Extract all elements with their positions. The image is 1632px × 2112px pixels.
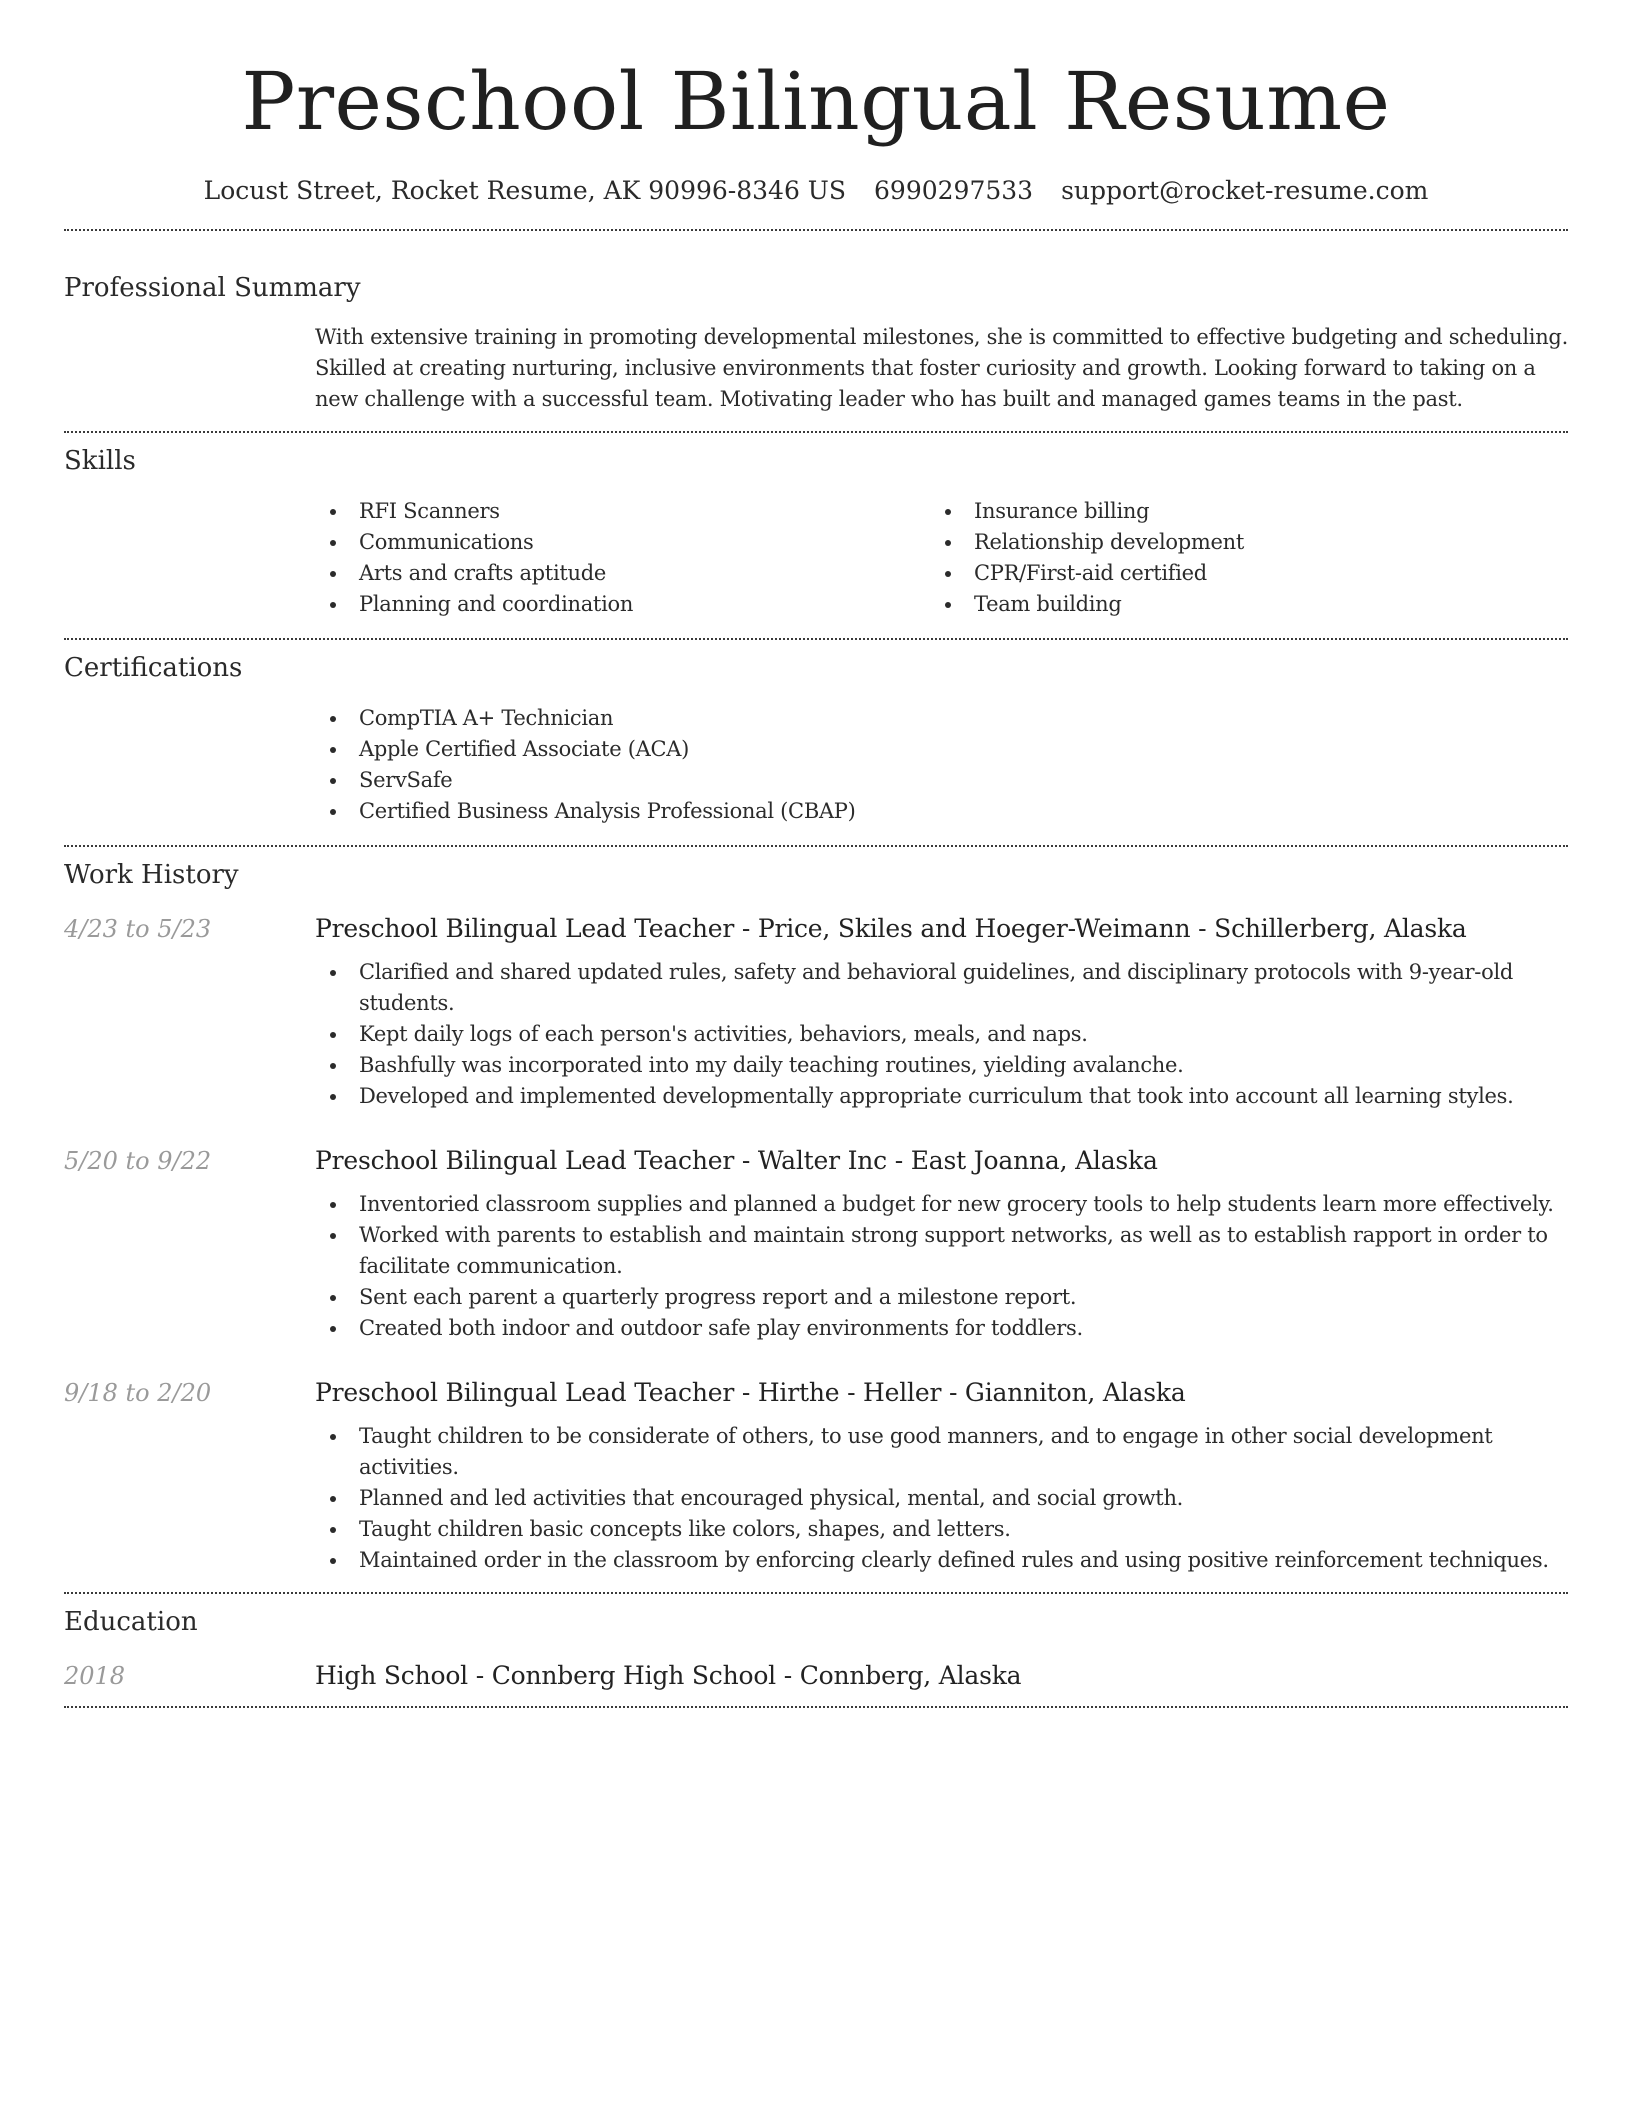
job-bullet: Planned and led activities that encouraged physical, mental, and social growth. <box>315 1483 1568 1514</box>
certifications-list <box>315 703 1568 827</box>
job-bullet: Worked with parents to establish and maintain strong support networks, as well as to establish rapport in order to facilitate communication. <box>315 1220 1568 1282</box>
job-bullet: Inventoried classroom supplies and planned a budget for new grocery tools to help students learn more effectively. <box>315 1189 1568 1220</box>
education-title: High School - Connberg High School - Connberg, Alaska <box>315 1661 1022 1690</box>
summary-text: With extensive training in promoting developmental milestones, she is committed to effective budgeting and scheduling. Skilled at creating nurturing, inclusive environments that foster curiosity and growth. Looking forward to taking on a new challenge with a successful team. Motivating leader who has built and managed games teams in the past. <box>315 325 1568 411</box>
contact-address: Locust Street, Rocket Resume, AK 90996-8346 US <box>203 176 847 205</box>
resume-page <box>64 0 1568 1708</box>
job-title: Preschool Bilingual Lead Teacher - Price, Skiles and Hoeger-Weimann - Schillerberg, Alaska <box>315 914 1467 943</box>
job-bullet: Taught children to be considerate of others, to use good manners, and to engage in other social development activities. <box>315 1421 1568 1483</box>
job-entry <box>64 914 1568 1112</box>
skills-list-right <box>930 496 1545 620</box>
job-bullets <box>315 1421 1568 1576</box>
job-title: Preschool Bilingual Lead Teacher - Hirthe - Heller - Gianniton, Alaska <box>315 1378 1186 1407</box>
section-title-education: Education <box>64 1607 198 1637</box>
education-year: 2018 <box>64 1662 126 1690</box>
skills-list-left <box>315 496 930 620</box>
skill-item: Team building <box>930 589 1545 620</box>
skill-item: Communications <box>315 527 930 558</box>
job-dates: 9/18 to 2/20 <box>64 1379 212 1407</box>
section-title-work-history: Work History <box>64 860 239 890</box>
section-title-summary: Professional Summary <box>64 273 361 303</box>
resume-title: Preschool Bilingual Resume <box>241 55 1391 148</box>
job-entry <box>64 1146 1568 1344</box>
divider <box>64 1706 1568 1708</box>
job-bullets <box>315 957 1568 1112</box>
certification-item: Certified Business Analysis Professional (CBAP) <box>315 796 1568 827</box>
divider <box>64 229 1568 231</box>
skill-item: RFI Scanners <box>315 496 930 527</box>
skill-item: Planning and coordination <box>315 589 930 620</box>
contact-phone: 6990297533 <box>874 176 1034 205</box>
divider <box>64 1592 1568 1594</box>
certification-item: Apple Certified Associate (ACA) <box>315 734 1568 765</box>
job-bullet: Kept daily logs of each person's activities, behaviors, meals, and naps. <box>315 1019 1568 1050</box>
job-bullet: Maintained order in the classroom by enforcing clearly defined rules and using positive reinforcement techniques. <box>315 1545 1568 1576</box>
skill-item: Insurance billing <box>930 496 1545 527</box>
contact-email[interactable]: support@rocket-resume.com <box>1061 176 1429 205</box>
divider <box>64 431 1568 433</box>
divider <box>64 845 1568 847</box>
job-bullet: Bashfully was incorporated into my daily teaching routines, yielding avalanche. <box>315 1050 1568 1081</box>
job-dates: 5/20 to 9/22 <box>64 1147 212 1175</box>
job-bullet: Created both indoor and outdoor safe play environments for toddlers. <box>315 1313 1568 1344</box>
skill-item: Relationship development <box>930 527 1545 558</box>
section-title-skills: Skills <box>64 446 136 476</box>
job-bullet: Clarified and shared updated rules, safety and behavioral guidelines, and disciplinary protocols with 9-year-old students. <box>315 957 1568 1019</box>
skill-item: CPR/First-aid certified <box>930 558 1545 589</box>
certification-item: CompTIA A+ Technician <box>315 703 1568 734</box>
divider <box>64 638 1568 640</box>
job-bullets <box>315 1189 1568 1344</box>
job-bullet: Taught children basic concepts like colors, shapes, and letters. <box>315 1514 1568 1545</box>
skill-item: Arts and crafts aptitude <box>315 558 930 589</box>
section-title-certifications: Certifications <box>64 653 243 683</box>
job-bullet: Sent each parent a quarterly progress report and a milestone report. <box>315 1282 1568 1313</box>
contact-line <box>64 174 1568 208</box>
certification-item: ServSafe <box>315 765 1568 796</box>
job-bullet: Developed and implemented developmentally appropriate curriculum that took into account all learning styles. <box>315 1081 1568 1112</box>
job-dates: 4/23 to 5/23 <box>64 915 212 943</box>
education-entry <box>64 1661 1568 1690</box>
job-title: Preschool Bilingual Lead Teacher - Walter Inc - East Joanna, Alaska <box>315 1146 1158 1175</box>
job-entry <box>64 1378 1568 1576</box>
skills-grid <box>315 496 1568 620</box>
